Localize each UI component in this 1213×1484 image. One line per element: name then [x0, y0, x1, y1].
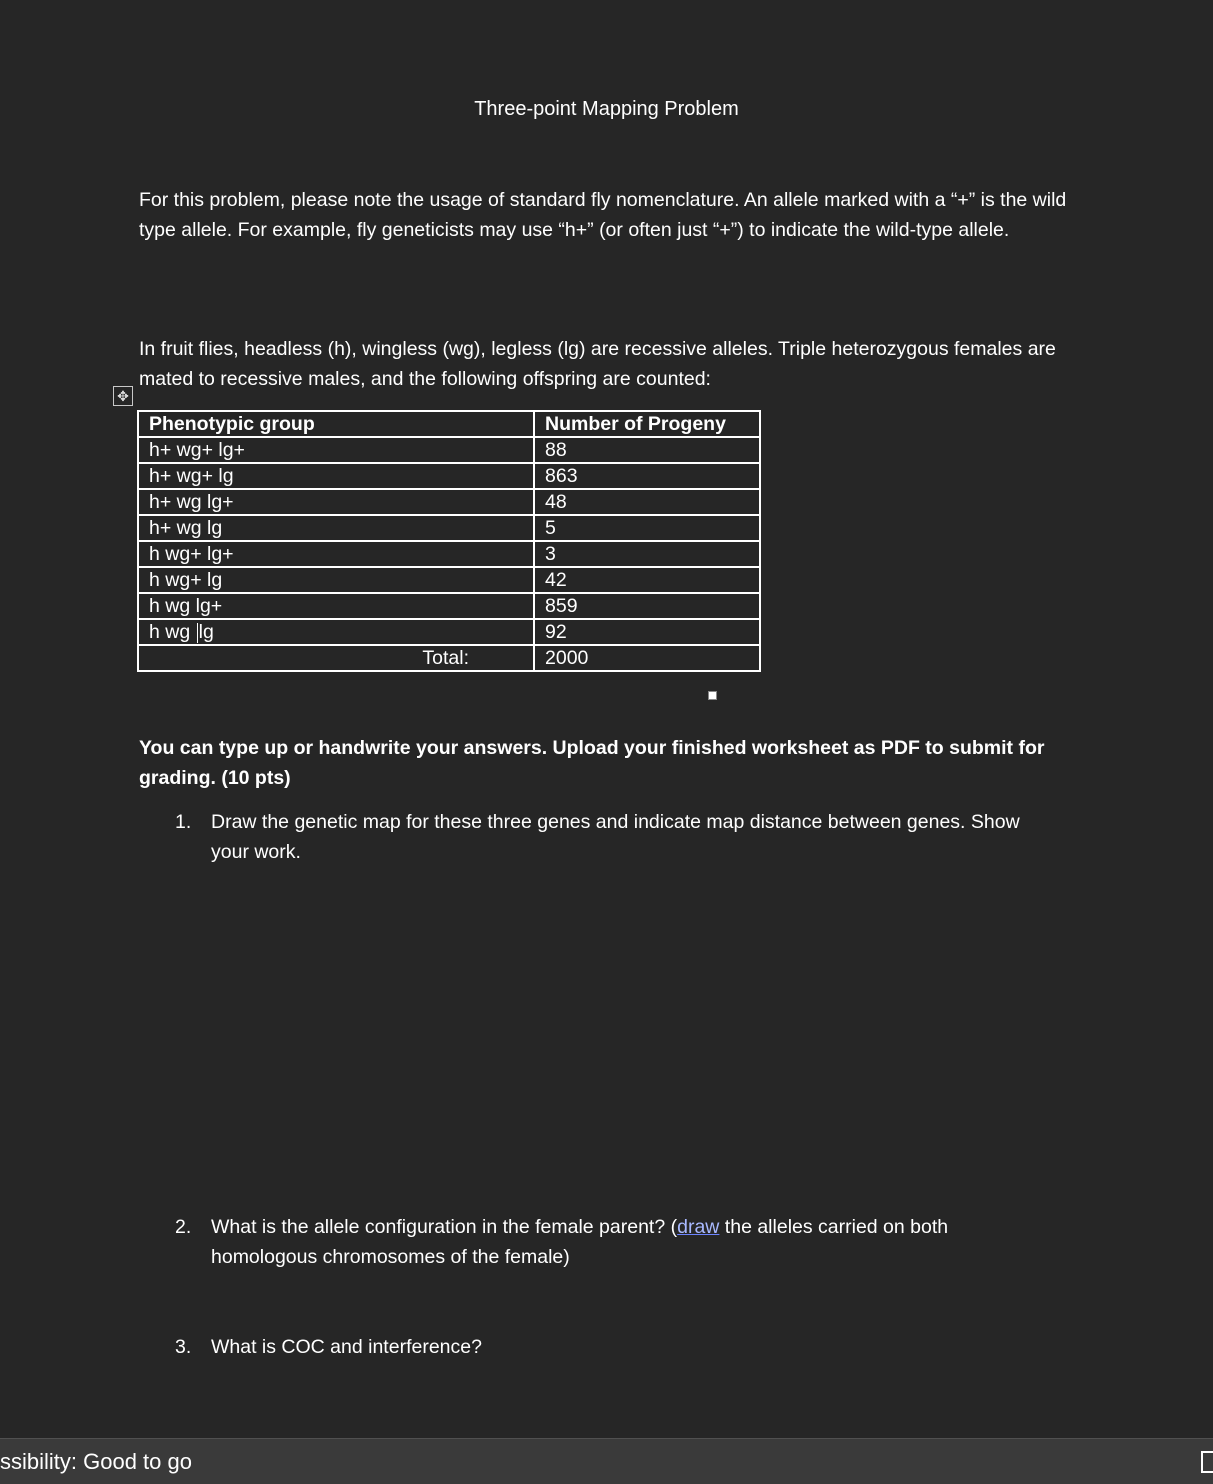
- phenotype-cell[interactable]: h wg+ lg: [138, 567, 534, 593]
- count-cell[interactable]: 5: [534, 515, 760, 541]
- phenotype-cell-active[interactable]: [138, 619, 534, 645]
- count-cell[interactable]: 3: [534, 541, 760, 567]
- question-text: [211, 1212, 1055, 1272]
- phenotype-cell[interactable]: h wg lg+: [138, 593, 534, 619]
- count-cell[interactable]: 863: [534, 463, 760, 489]
- question-text-after: the alleles carried on both homologous chromosomes of the female): [211, 1216, 949, 1268]
- phenotype-cell[interactable]: h+ wg+ lg: [138, 463, 534, 489]
- phenotype-prefix: h wg: [149, 621, 196, 643]
- problem-paragraph[interactable]: In fruit flies, headless (h), wingless (wg), legless (lg) are recessive alleles. Triple heterozygous females are mated to recessive males, and the following offspring are counted:: [139, 338, 1056, 390]
- table-row: [138, 593, 760, 619]
- focus-mode-icon[interactable]: [1201, 1451, 1213, 1473]
- table-row: [138, 515, 760, 541]
- accessibility-status[interactable]: ssibility: Good to go: [0, 1449, 192, 1474]
- total-label[interactable]: Total:: [138, 645, 534, 671]
- table-header-row: [138, 411, 760, 437]
- count-cell[interactable]: 42: [534, 567, 760, 593]
- count-cell[interactable]: 88: [534, 437, 760, 463]
- phenotype-cell[interactable]: h+ wg+ lg+: [138, 437, 534, 463]
- instructions-paragraph[interactable]: You can type up or handwrite your answers. Upload your finished worksheet as PDF to submit for grading. (10 pts): [139, 737, 1045, 789]
- table-row: [138, 619, 760, 645]
- progeny-table[interactable]: [137, 410, 761, 672]
- phenotype-cell[interactable]: h+ wg lg: [138, 515, 534, 541]
- question-text-before: What is the allele configuration in the female parent? (: [211, 1216, 678, 1238]
- phenotype-suffix: lg: [198, 621, 214, 643]
- question-2[interactable]: [175, 1212, 1055, 1272]
- table-total-row: [138, 645, 760, 671]
- table-row: [138, 437, 760, 463]
- header-number-of-progeny[interactable]: Number of Progeny: [534, 411, 760, 437]
- phenotype-cell[interactable]: h+ wg lg+: [138, 489, 534, 515]
- draw-link[interactable]: draw: [677, 1216, 720, 1238]
- status-bar: [0, 1438, 1213, 1484]
- phenotype-cell[interactable]: h wg+ lg+: [138, 541, 534, 567]
- question-number: 1.: [175, 811, 192, 833]
- table-row: [138, 463, 760, 489]
- table-move-handle-icon[interactable]: ✥: [113, 386, 133, 406]
- table-row: [138, 567, 760, 593]
- question-text: Draw the genetic map for these three genes and indicate map distance between genes. Show your work.: [211, 811, 1020, 863]
- document-title: Three-point Mapping Problem: [474, 98, 739, 120]
- nomenclature-paragraph[interactable]: For this problem, please note the usage of standard fly nomenclature. An allele marked with a “+” is the wild type allele. For example, fly geneticists may use “h+” (or often just “+”) to indicate the wild-type allele.: [139, 189, 1067, 241]
- table-row: [138, 541, 760, 567]
- question-number: 2.: [175, 1216, 192, 1238]
- question-1[interactable]: [175, 807, 1055, 867]
- header-phenotypic-group[interactable]: Phenotypic group: [138, 411, 534, 437]
- question-number: 3.: [175, 1336, 192, 1358]
- question-text: What is COC and interference?: [211, 1336, 482, 1358]
- table-row: [138, 489, 760, 515]
- count-cell[interactable]: 92: [534, 619, 760, 645]
- table-resize-handle[interactable]: [708, 691, 717, 700]
- question-3[interactable]: [175, 1332, 1055, 1362]
- count-cell[interactable]: 48: [534, 489, 760, 515]
- total-value[interactable]: 2000: [534, 645, 760, 671]
- count-cell[interactable]: 859: [534, 593, 760, 619]
- text-cursor: [197, 623, 198, 643]
